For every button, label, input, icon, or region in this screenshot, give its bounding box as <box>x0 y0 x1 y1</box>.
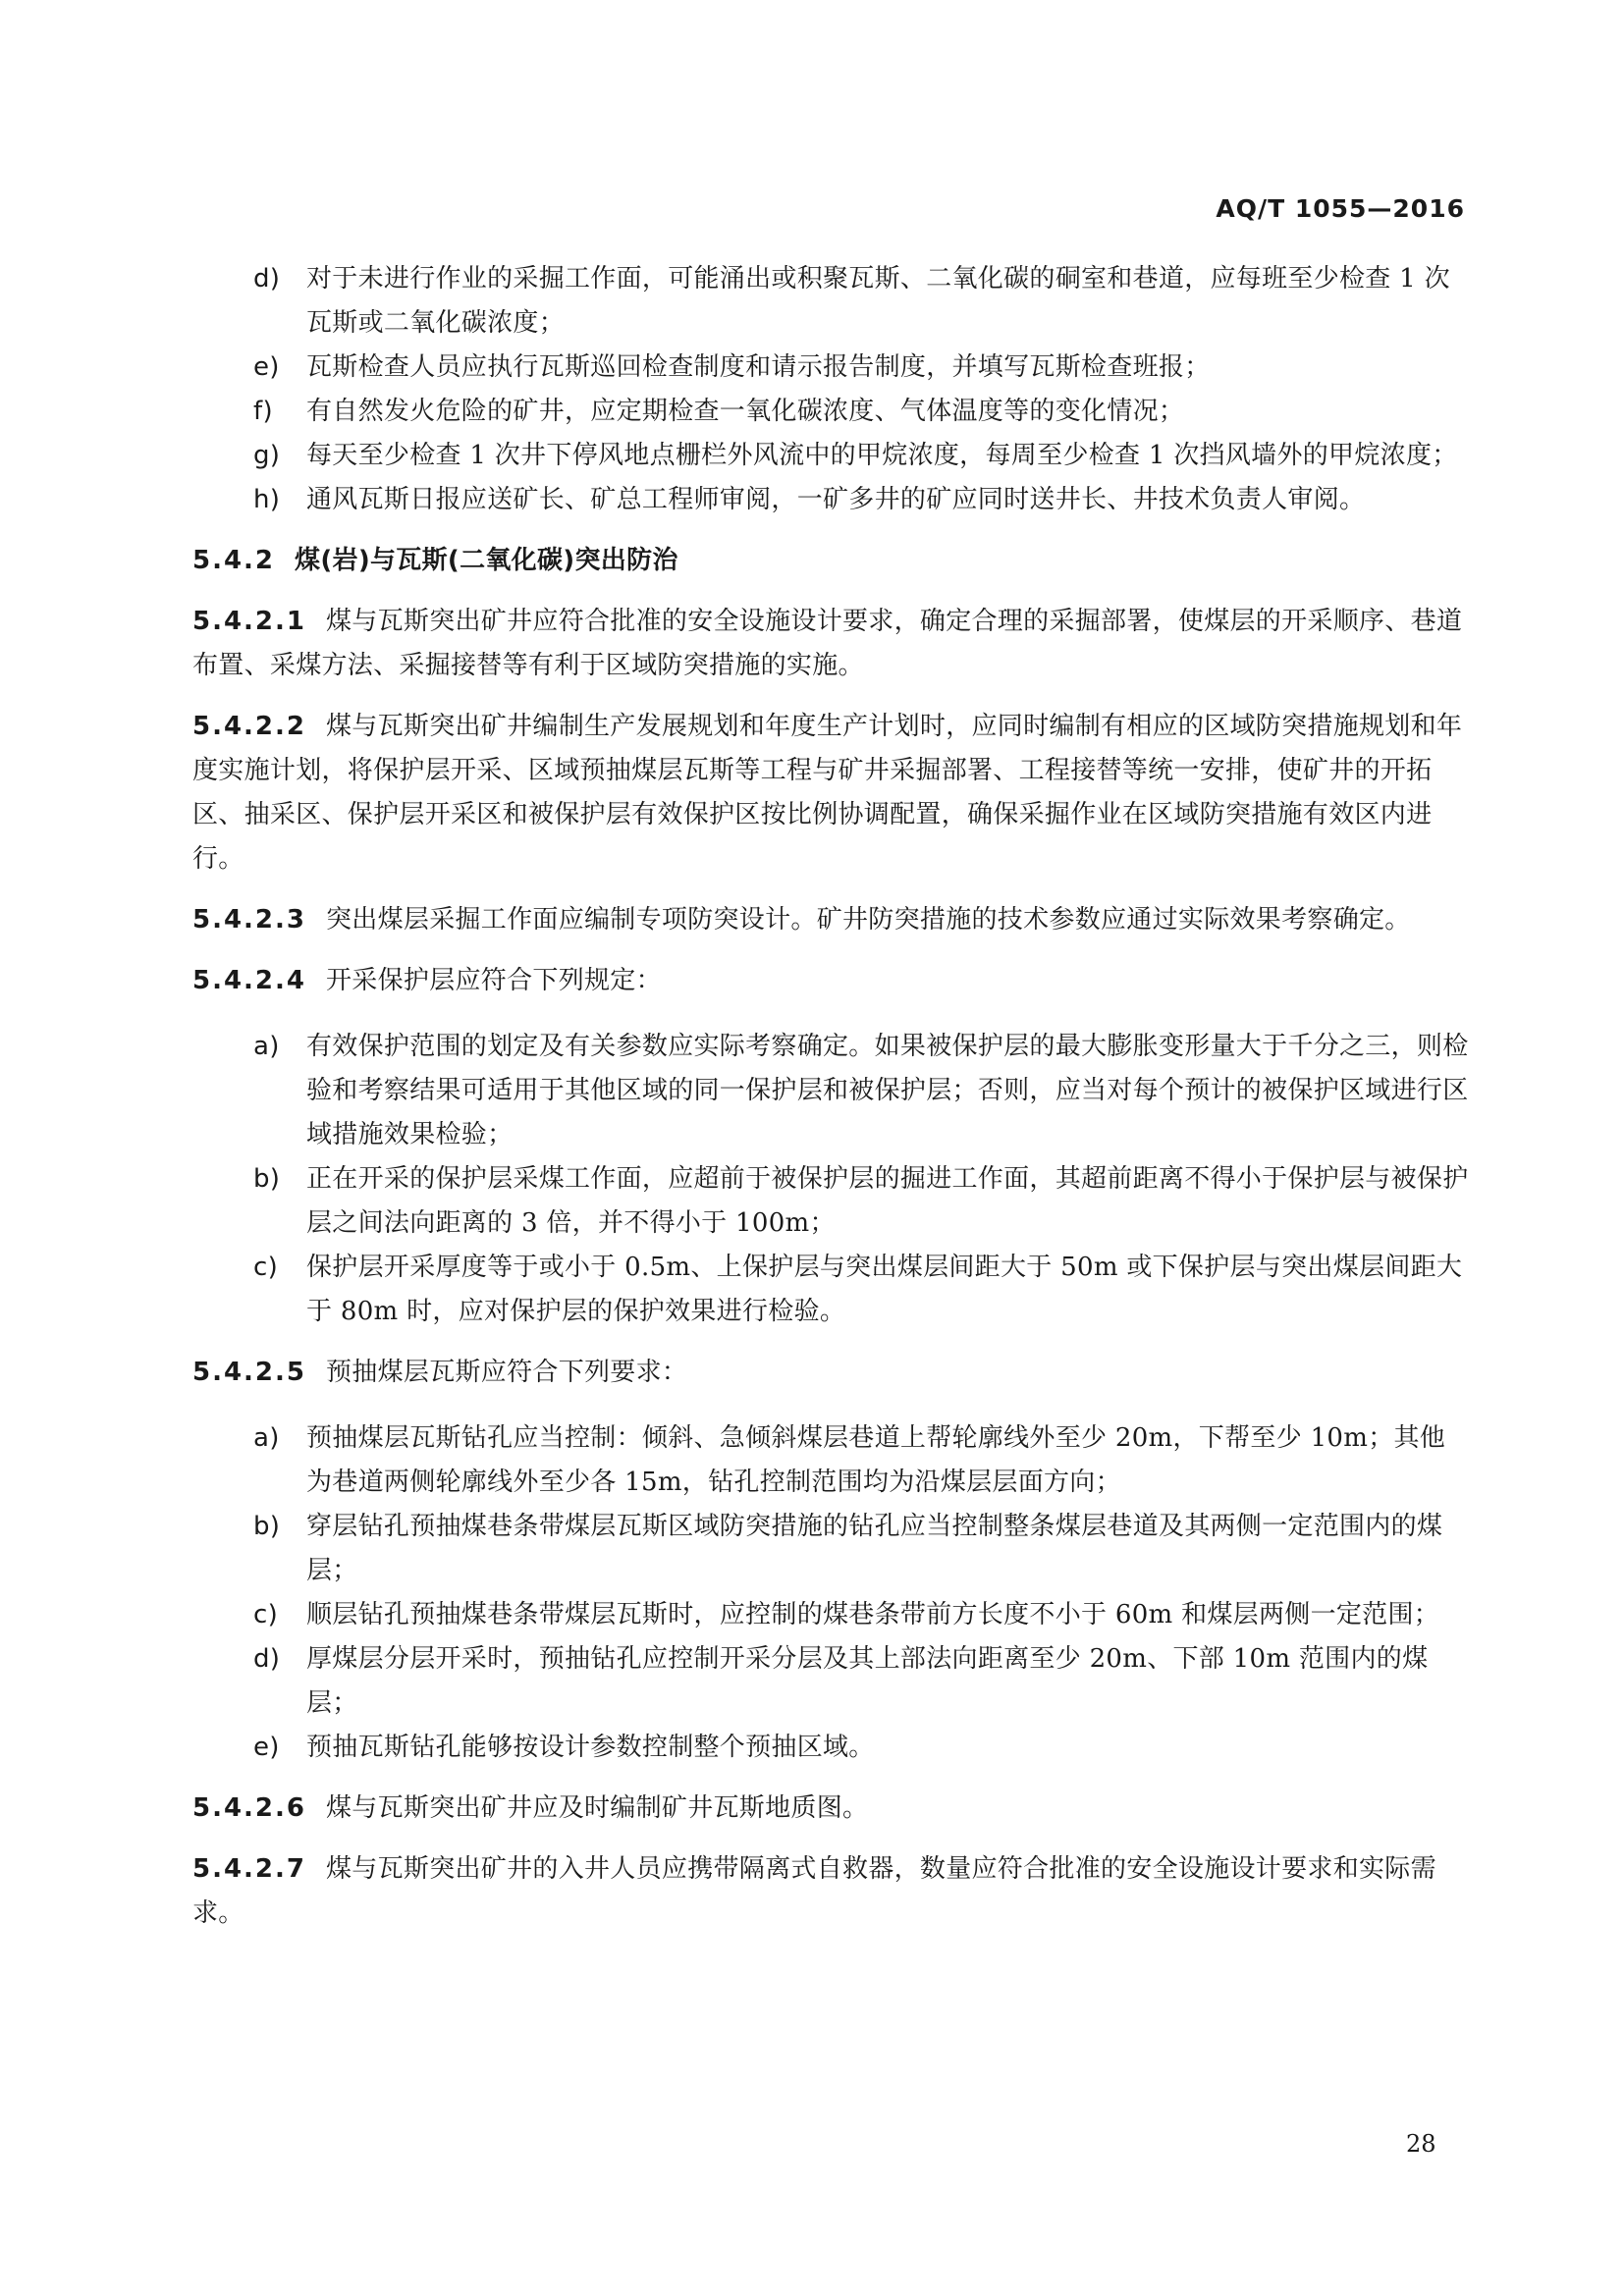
list-text: 通风瓦斯日报应送矿长、矿总工程师审阅，一矿多井的矿应同时送井长、井技术负责人审阅。 <box>306 485 1366 514</box>
standard-code: AQ/T 1055—2016 <box>1216 194 1465 223</box>
list-label: b) <box>253 1164 281 1194</box>
clause-text: 煤与瓦斯突出矿井应符合批准的安全设施设计要求，确定合理的采掘部署，使煤层的开采顺序、巷道布置、采煤方法、采掘接替等有利于区域防突措施的实施。 <box>192 607 1463 680</box>
list-label: e) <box>253 352 280 382</box>
clause-number: 5.4.2.3 <box>192 905 306 934</box>
clause-5-4-2-3 <box>192 898 1469 942</box>
list-text: 顺层钻孔预抽煤巷条带煤层瓦斯时，应控制的煤巷条带前方长度不小于 60m 和煤层两侧一定范围； <box>306 1600 1440 1629</box>
list-item-g <box>192 434 1469 478</box>
list-label: h) <box>253 485 281 514</box>
list-label: d) <box>253 1644 281 1674</box>
section-title: 煤(岩)与瓦斯(二氧化碳)突出防治 <box>295 546 678 575</box>
clause-text: 煤与瓦斯突出矿井的入井人员应携带隔离式自救器，数量应符合批准的安全设施设计要求和实际需求。 <box>192 1854 1436 1928</box>
list-text: 厚煤层分层开采时，预抽钻孔应控制开采分层及其上部法向距离至少 20m、下部 10m 范围内的煤层； <box>306 1644 1429 1718</box>
list-text: 保护层开采厚度等于或小于 0.5m、上保护层与突出煤层间距大于 50m 或下保护层与突出煤层间距大于 80m 时，应对保护层的保护效果进行检验。 <box>306 1253 1463 1326</box>
list-item-a <box>192 1025 1469 1157</box>
list-item-a <box>192 1416 1469 1505</box>
list-label: d) <box>253 264 281 294</box>
list-text: 每天至少检查 1 次井下停风地点栅栏外风流中的甲烷浓度，每周至少检查 1 次挡风墙外的甲烷浓度； <box>306 441 1458 470</box>
section-heading <box>192 539 1469 583</box>
list-item-h <box>192 478 1469 522</box>
list-item-b <box>192 1505 1469 1593</box>
clause-text: 突出煤层采掘工作面应编制专项防突设计。矿井防突措施的技术参数应通过实际效果考察确定。 <box>326 905 1411 934</box>
clause-number: 5.4.2.7 <box>192 1854 306 1884</box>
list-label: g) <box>253 441 281 470</box>
clause-text: 预抽煤层瓦斯应符合下列要求： <box>326 1358 688 1387</box>
list-item-f <box>192 390 1469 434</box>
clause-5-4-2-6 <box>192 1787 1469 1831</box>
clause-5-4-2-4 <box>192 959 1469 1003</box>
list-label: a) <box>253 1423 280 1453</box>
list-item-e <box>192 1726 1469 1770</box>
list-label: a) <box>253 1032 280 1061</box>
clause-5-4-2-1 <box>192 600 1469 688</box>
list-text: 穿层钻孔预抽煤巷条带煤层瓦斯区域防突措施的钻孔应当控制整条煤层巷道及其两侧一定范围内的煤层； <box>306 1512 1443 1585</box>
list-text: 正在开采的保护层采煤工作面，应超前于被保护层的掘进工作面，其超前距离不得小于保护层与被保护层之间法向距离的 3 倍，并不得小于 100m； <box>306 1164 1469 1238</box>
list-text: 对于未进行作业的采掘工作面，可能涌出或积聚瓦斯、二氧化碳的硐室和巷道，应每班至少检查 1 次瓦斯或二氧化碳浓度； <box>306 264 1450 338</box>
list-item-d <box>192 1637 1469 1726</box>
clause-5-4-2-2 <box>192 705 1469 881</box>
list-text: 有效保护范围的划定及有关参数应实际考察确定。如果被保护层的最大膨胀变形量大于千分之三，则检验和考察结果可适用于其他区域的同一保护层和被保护层；否则，应当对每个预计的被保护区域进行区域措施效果检验； <box>306 1032 1469 1149</box>
clause-number: 5.4.2.1 <box>192 607 306 636</box>
clause-5-4-2-5 <box>192 1351 1469 1395</box>
clause-number: 5.4.2.4 <box>192 966 306 995</box>
page-number: 28 <box>1406 2130 1436 2158</box>
list-item-b <box>192 1157 1469 1246</box>
clause-text: 煤与瓦斯突出矿井应及时编制矿井瓦斯地质图。 <box>326 1793 869 1823</box>
clause-text: 煤与瓦斯突出矿井编制生产发展规划和年度生产计划时，应同时编制有相应的区域防突措施规划和年度实施计划，将保护层开采、区域预抽煤层瓦斯等工程与矿井采掘部署、工程接替等统一安排，使矿井的开拓区、抽采区、保护层开采区和被保护层有效保护区按比例协调配置，确保采掘作业在区域防突措施有效区内进行。 <box>192 712 1463 874</box>
list-label: c) <box>253 1600 279 1629</box>
clause-number: 5.4.2.2 <box>192 712 306 741</box>
list-label: e) <box>253 1733 280 1762</box>
list-item-d <box>192 257 1469 346</box>
list-label: f) <box>253 397 273 426</box>
list-text: 预抽瓦斯钻孔能够按设计参数控制整个预抽区域。 <box>306 1733 875 1762</box>
list-item-c <box>192 1246 1469 1334</box>
clause-5-4-2-7 <box>192 1847 1469 1936</box>
list-text: 预抽煤层瓦斯钻孔应当控制：倾斜、急倾斜煤层巷道上帮轮廓线外至少 20m，下帮至少 10m；其他为巷道两侧轮廓线外至少各 15m，钻孔控制范围均为沿煤层层面方向； <box>306 1423 1446 1497</box>
document-body <box>192 257 1469 1944</box>
list-item-c <box>192 1593 1469 1637</box>
list-item-e <box>192 346 1469 390</box>
list-label: b) <box>253 1512 281 1541</box>
clause-text: 开采保护层应符合下列规定： <box>326 966 662 995</box>
list-text: 有自然发火危险的矿井，应定期检查一氧化碳浓度、气体温度等的变化情况； <box>306 397 1185 426</box>
clause-number: 5.4.2.5 <box>192 1358 306 1387</box>
list-text: 瓦斯检查人员应执行瓦斯巡回检查制度和请示报告制度，并填写瓦斯检查班报； <box>306 352 1211 382</box>
list-label: c) <box>253 1253 279 1282</box>
clause-number: 5.4.2.6 <box>192 1793 306 1823</box>
section-number: 5.4.2 <box>192 546 276 575</box>
